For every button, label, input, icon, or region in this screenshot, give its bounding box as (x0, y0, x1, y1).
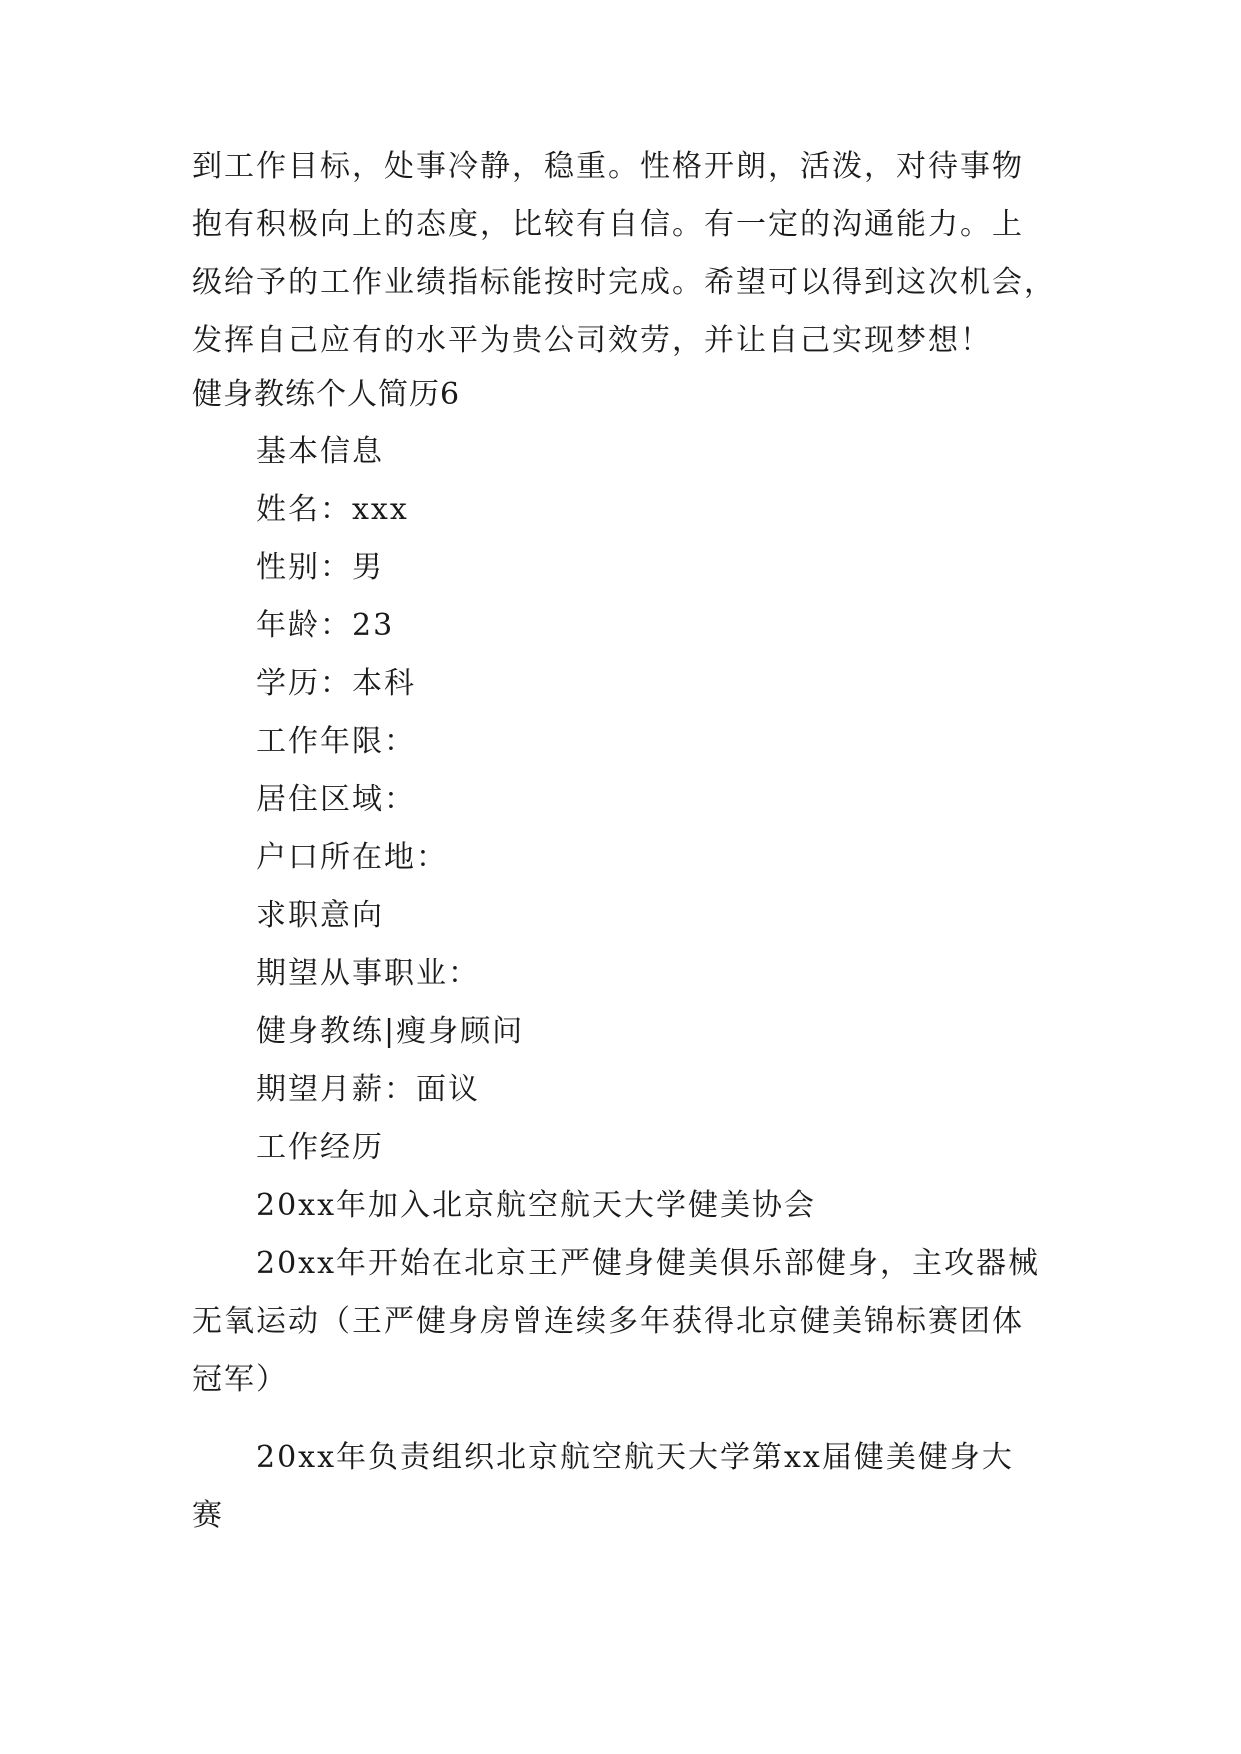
intro-line-1: 到工作目标，处事冷静，稳重。性格开朗，活泼，对待事物 (192, 149, 1024, 184)
experience-item-2-line-1: 20xx年开始在北京王严健身健美俱乐部健身，主攻器械 (256, 1246, 1041, 1281)
experience-item-3-line-2: 赛 (192, 1498, 224, 1533)
job-intent-heading: 求职意向 (256, 898, 384, 933)
basic-info-heading: 基本信息 (256, 434, 384, 469)
residence-field: 居住区域： (256, 782, 416, 817)
age-field: 年龄：23 (256, 608, 395, 643)
experience-item-2-line-3: 冠军） (192, 1362, 288, 1397)
experience-item-2-line-2: 无氧运动（王严健身房曾连续多年获得北京健美锦标赛团体 (192, 1304, 1024, 1339)
hukou-field: 户口所在地： (256, 840, 448, 875)
expected-salary-field: 期望月薪：面议 (256, 1072, 480, 1107)
name-field: 姓名：xxx (256, 492, 409, 527)
resume-title: 健身教练个人简历6 (192, 377, 461, 412)
experience-item-3-line-1: 20xx年负责组织北京航空航天大学第xx届健美健身大 (256, 1440, 1014, 1475)
expected-occupation-value: 健身教练|瘦身顾问 (256, 1014, 525, 1049)
work-experience-heading: 工作经历 (256, 1130, 384, 1165)
intro-line-4: 发挥自己应有的水平为贵公司效劳，并让自己实现梦想！ (192, 323, 992, 358)
experience-item-1: 20xx年加入北京航空航天大学健美协会 (256, 1188, 817, 1223)
gender-field: 性别：男 (256, 550, 384, 585)
intro-line-2: 抱有积极向上的态度，比较有自信。有一定的沟通能力。上 (192, 207, 1024, 242)
intro-line-3: 级给予的工作业绩指标能按时完成。希望可以得到这次机会， (192, 265, 1056, 300)
work-years-field: 工作年限： (256, 724, 416, 759)
expected-occupation-label: 期望从事职业： (256, 956, 480, 991)
education-field: 学历：本科 (256, 666, 416, 701)
